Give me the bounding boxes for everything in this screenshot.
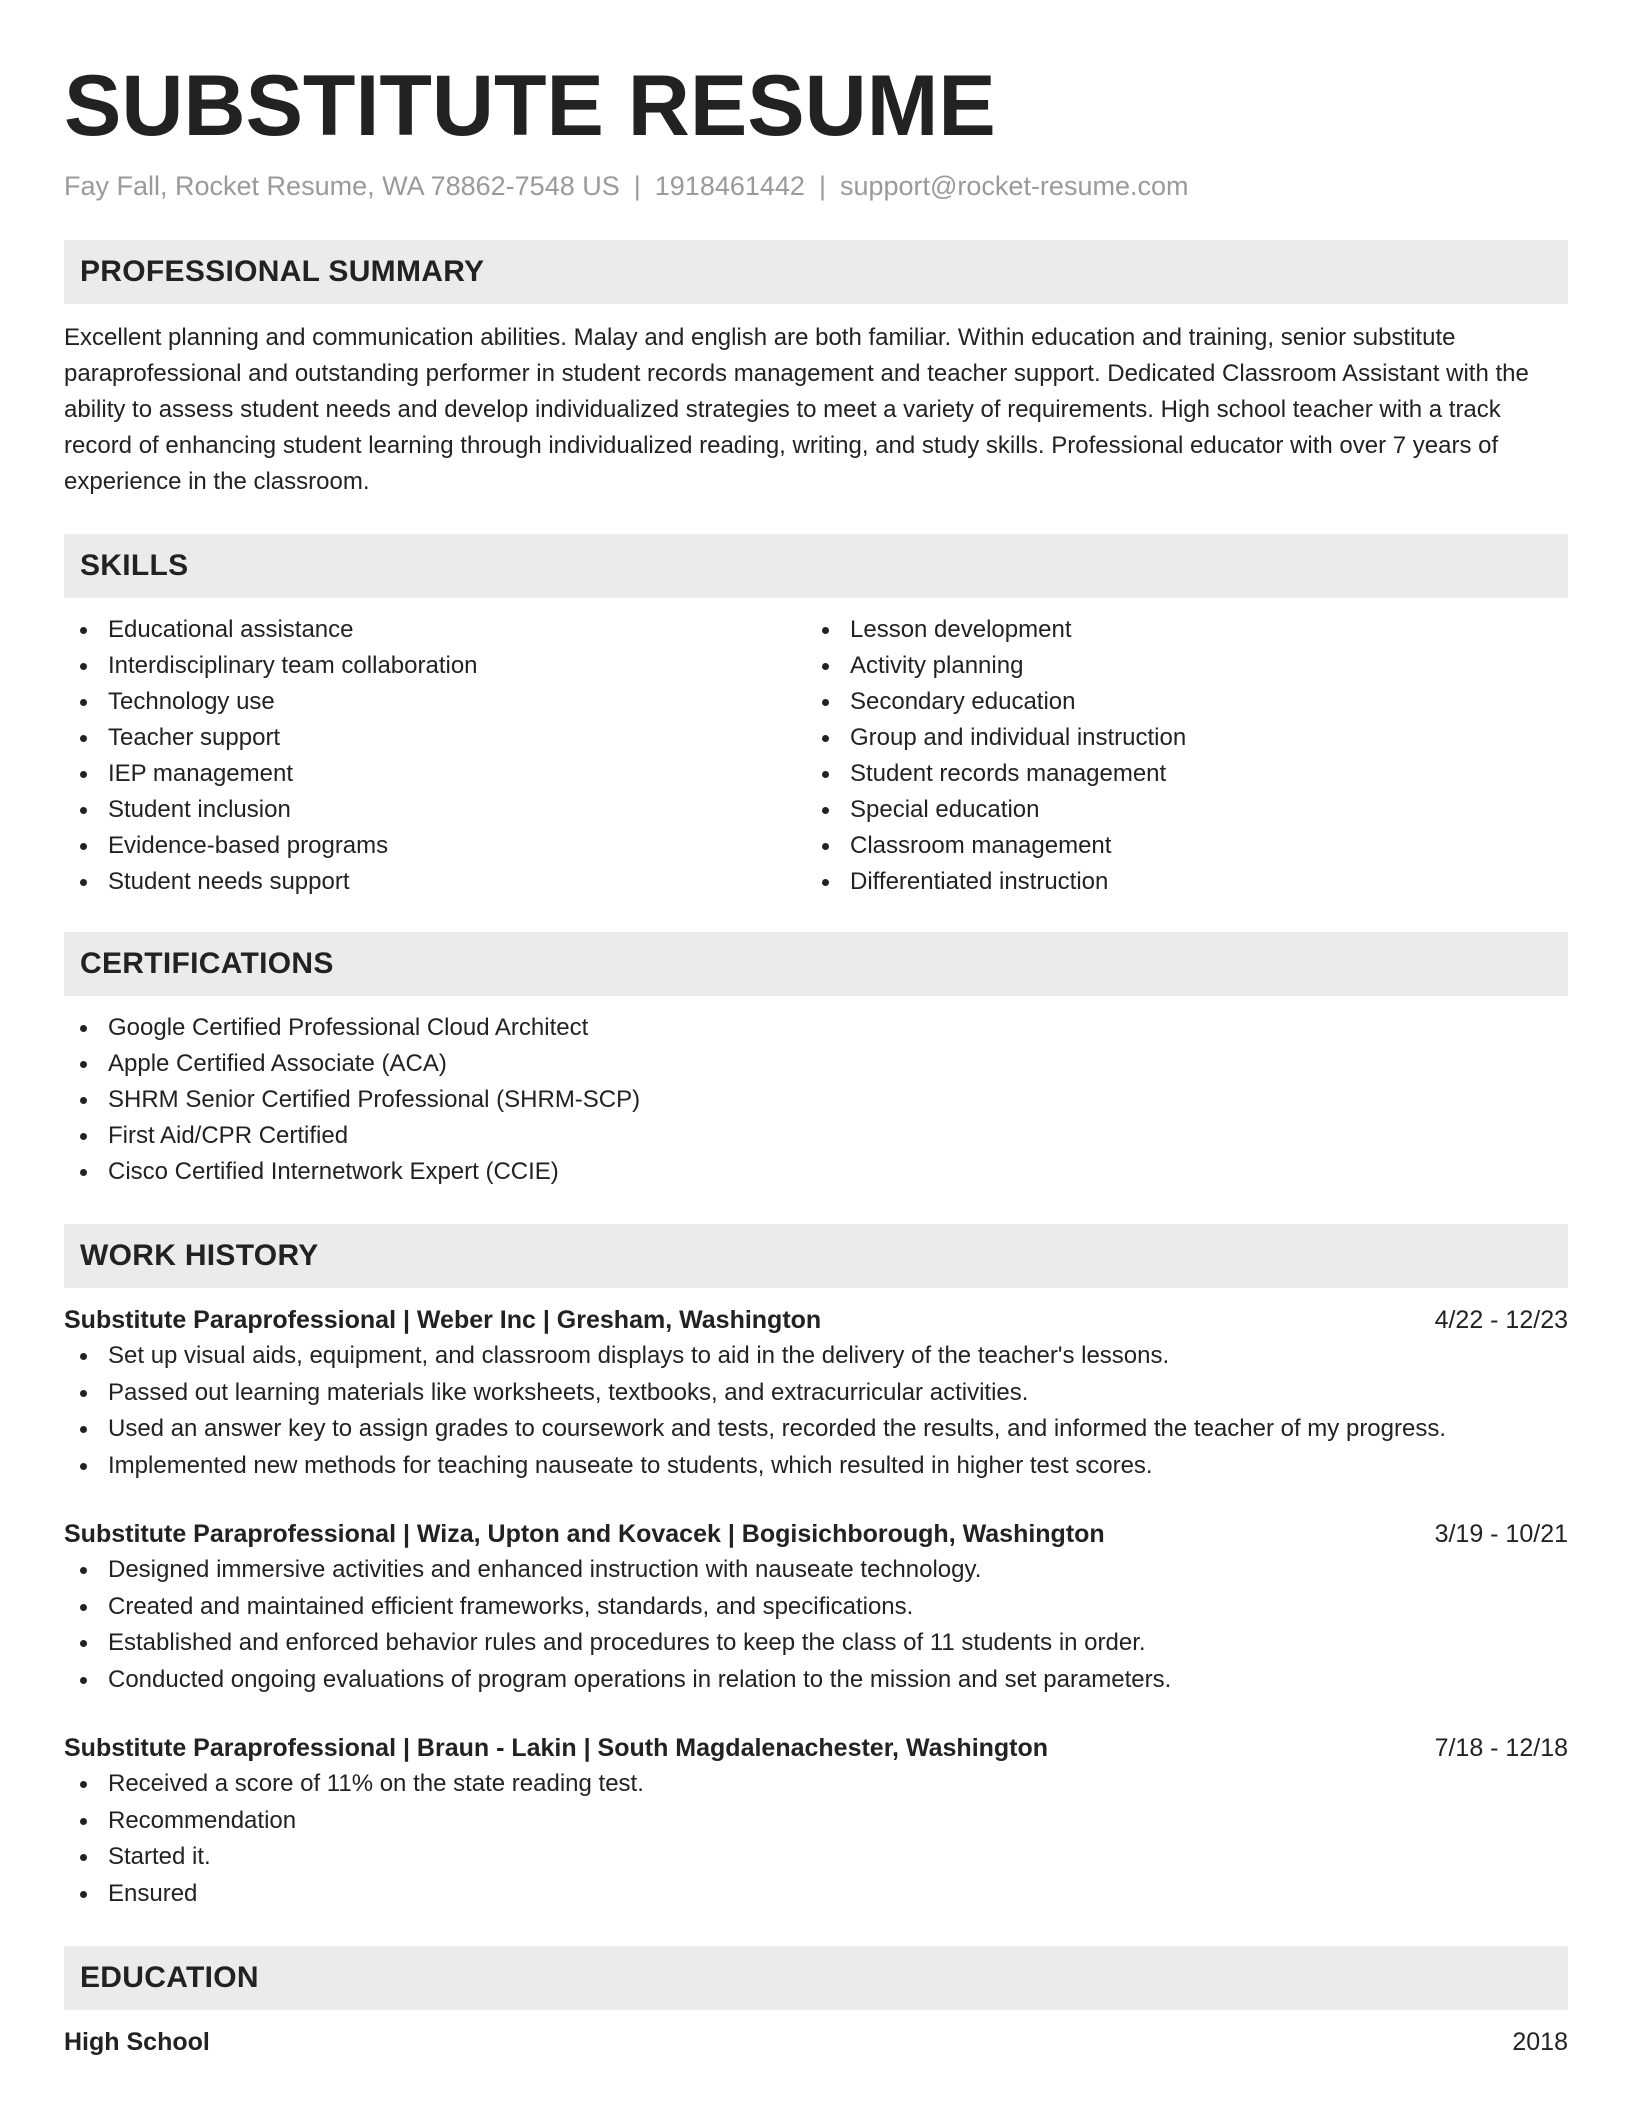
job-bullet-list <box>64 1338 1568 1484</box>
job-bullet: Designed immersive activities and enhanced instruction with nauseate technology. <box>64 1552 1568 1589</box>
job-bullet: Conducted ongoing evaluations of program operations in relation to the mission and set parameters. <box>64 1662 1568 1699</box>
certifications-heading: CERTIFICATIONS <box>80 947 334 980</box>
job-title: Substitute Paraprofessional | Weber Inc | Gresham, Washington <box>64 1306 822 1334</box>
summary-text: Excellent planning and communication abilities. Malay and english are both familiar. Within education and training, senior substitute paraprofessional and outstanding performer in student records management and teacher support. Dedicated Classroom Assistant with the ability to assess student needs and develop individualized strategies to meet a variety of requirements. High school teacher with a track record of enhancing student learning through individualized reading, writing, and study skills. Professional educator with over 7 years of experience in the classroom. <box>64 324 1529 495</box>
certification-item: Cisco Certified Internetwork Expert (CCIE) <box>64 1154 1568 1190</box>
job-entry <box>64 1730 1568 1912</box>
contact-separator: | <box>818 171 826 201</box>
skill-item: Student needs support <box>64 864 806 900</box>
skill-item: Teacher support <box>64 720 806 756</box>
job-entry <box>64 1516 1568 1698</box>
job-bullet: Recommendation <box>64 1803 1568 1840</box>
skills-list-right <box>806 612 1548 900</box>
skill-item: Student inclusion <box>64 792 806 828</box>
job-bullet-list <box>64 1766 1568 1912</box>
job-bullet: Ensured <box>64 1876 1568 1913</box>
job-header <box>64 1516 1568 1552</box>
skills-grid <box>64 612 1568 900</box>
skill-item: Student records management <box>806 756 1548 792</box>
skill-item: Classroom management <box>806 828 1548 864</box>
job-entry <box>64 1302 1568 1484</box>
contact-separator: | <box>633 171 641 201</box>
education-heading: EDUCATION <box>80 1961 259 1994</box>
job-bullet: Created and maintained efficient frameworks, standards, and specifications. <box>64 1589 1568 1626</box>
skill-item: Differentiated instruction <box>806 864 1548 900</box>
skills-section-header <box>64 534 1568 598</box>
certification-item: First Aid/CPR Certified <box>64 1118 1568 1154</box>
job-bullet: Set up visual aids, equipment, and classroom displays to aid in the delivery of the teacher's lessons. <box>64 1338 1568 1375</box>
job-bullet: Received a score of 11% on the state reading test. <box>64 1766 1568 1803</box>
skills-heading: SKILLS <box>80 549 189 582</box>
job-dates: 7/18 - 12/18 <box>1434 1734 1568 1762</box>
job-header <box>64 1302 1568 1338</box>
skill-item: Interdisciplinary team collaboration <box>64 648 806 684</box>
skills-list-left <box>64 612 806 900</box>
certifications-list <box>64 1010 1568 1190</box>
skill-item: Educational assistance <box>64 612 806 648</box>
certification-item: SHRM Senior Certified Professional (SHRM-SCP) <box>64 1082 1568 1118</box>
education-entry-title: High School <box>64 2028 210 2056</box>
skill-item: Lesson development <box>806 612 1548 648</box>
education-entry <box>64 2024 1568 2060</box>
job-bullet: Passed out learning materials like worksheets, textbooks, and extracurricular activities. <box>64 1375 1568 1412</box>
job-dates: 4/22 - 12/23 <box>1434 1306 1568 1334</box>
job-bullet-list <box>64 1552 1568 1698</box>
education-section-header <box>64 1946 1568 2010</box>
job-dates: 3/19 - 10/21 <box>1434 1520 1568 1548</box>
skill-item: IEP management <box>64 756 806 792</box>
job-bullet: Implemented new methods for teaching nauseate to students, which resulted in higher test scores. <box>64 1448 1568 1485</box>
skill-item: Secondary education <box>806 684 1548 720</box>
skill-item: Group and individual instruction <box>806 720 1548 756</box>
work-history-section-header <box>64 1224 1568 1288</box>
skill-item: Evidence-based programs <box>64 828 806 864</box>
summary-heading: PROFESSIONAL SUMMARY <box>80 255 485 288</box>
contact-line <box>64 168 1568 204</box>
work-history-heading: WORK HISTORY <box>80 1239 319 1272</box>
job-bullet: Established and enforced behavior rules and procedures to keep the class of 11 students in order. <box>64 1625 1568 1662</box>
skill-item: Activity planning <box>806 648 1548 684</box>
job-bullet: Used an answer key to assign grades to coursework and tests, recorded the results, and informed the teacher of my progress. <box>64 1411 1568 1448</box>
contact-email: support@rocket-resume.com <box>839 171 1189 201</box>
skill-item: Technology use <box>64 684 806 720</box>
job-title: Substitute Paraprofessional | Wiza, Upton and Kovacek | Bogisichborough, Washington <box>64 1520 1105 1548</box>
certification-item: Apple Certified Associate (ACA) <box>64 1046 1568 1082</box>
contact-phone: 1918461442 <box>654 171 805 201</box>
skill-item: Special education <box>806 792 1548 828</box>
certifications-section-header <box>64 932 1568 996</box>
contact-address: Fay Fall, Rocket Resume, WA 78862-7548 US <box>64 171 620 201</box>
resume-page <box>64 0 1568 2060</box>
job-bullet: Started it. <box>64 1839 1568 1876</box>
resume-title: SUBSTITUTE RESUME <box>64 58 996 154</box>
job-title: Substitute Paraprofessional | Braun - Lakin | South Magdalenachester, Washington <box>64 1734 1049 1762</box>
certification-item: Google Certified Professional Cloud Architect <box>64 1010 1568 1046</box>
summary-section-header <box>64 240 1568 304</box>
job-header <box>64 1730 1568 1766</box>
education-entry-year: 2018 <box>1512 2028 1568 2056</box>
